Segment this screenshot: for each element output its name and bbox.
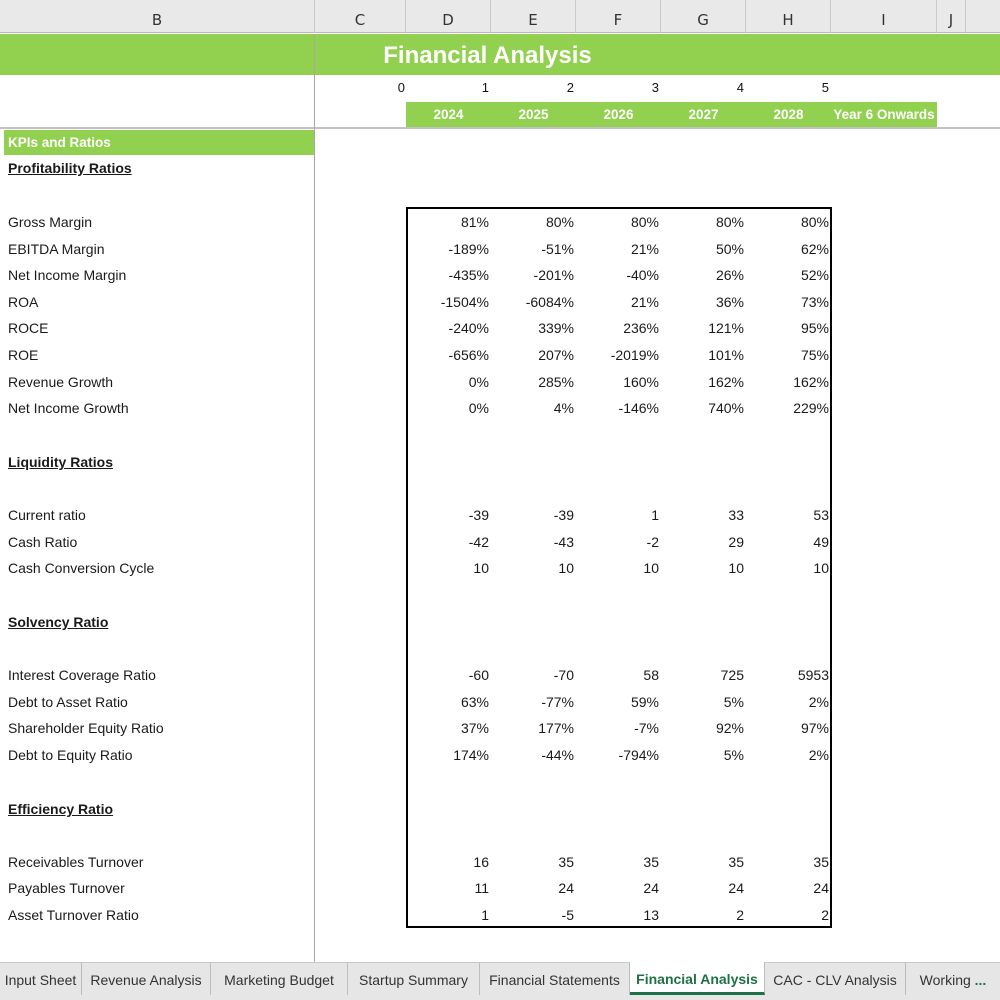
value-cell[interactable]: -6084%	[525, 294, 574, 310]
value-cell[interactable]: 35	[643, 854, 659, 870]
value-cell[interactable]: 80%	[800, 214, 829, 230]
value-cell[interactable]: 97%	[800, 720, 829, 736]
value-cell[interactable]: 63%	[460, 694, 489, 710]
value-cell[interactable]: 10	[473, 560, 489, 576]
value-cell[interactable]: 174%	[453, 747, 489, 763]
more-tabs-ellipsis[interactable]: ...	[974, 972, 987, 988]
value-cell[interactable]: 4%	[553, 400, 574, 416]
column-header-c[interactable]: C	[315, 0, 406, 33]
value-cell[interactable]: 75%	[800, 347, 829, 363]
sheet-tab-input-sheet[interactable]: Input Sheet	[0, 963, 82, 995]
period-index-2: 2	[566, 80, 574, 95]
column-header-h[interactable]: H	[746, 0, 831, 33]
value-cell[interactable]: 5953	[797, 667, 829, 683]
value-cell[interactable]: 2	[736, 907, 744, 923]
value-cell[interactable]: 207%	[538, 347, 574, 363]
value-cell[interactable]: 725	[720, 667, 744, 683]
sheet-tab-financial-analysis[interactable]: Financial Analysis	[630, 962, 765, 995]
value-cell[interactable]: 2%	[808, 694, 829, 710]
row-label: Shareholder Equity Ratio	[8, 720, 164, 736]
value-cell[interactable]: -39	[468, 507, 489, 523]
value-cell[interactable]: 36%	[715, 294, 744, 310]
value-cell[interactable]: 26%	[715, 267, 744, 283]
row-label: Revenue Growth	[8, 374, 114, 390]
value-cell[interactable]: -77%	[541, 694, 574, 710]
value-cell[interactable]: 29	[728, 534, 744, 550]
row-label: ROA	[8, 294, 39, 310]
sheet-tab-startup-summary[interactable]: Startup Summary	[348, 963, 480, 995]
row-label: Debt to Asset Ratio	[8, 694, 128, 710]
value-cell[interactable]: -70	[553, 667, 574, 683]
value-cell[interactable]: 53	[813, 507, 829, 523]
value-cell[interactable]: 10	[643, 560, 659, 576]
value-cell[interactable]: 0%	[468, 400, 489, 416]
value-cell[interactable]: 10	[558, 560, 574, 576]
value-cell[interactable]: -2	[646, 534, 659, 550]
sheet-tab-bar	[0, 962, 1000, 1000]
row-label: Cash Ratio	[8, 534, 78, 550]
value-cell[interactable]: -201%	[533, 267, 574, 283]
value-cell[interactable]: 0%	[468, 374, 489, 390]
column-header-j[interactable]: J	[937, 0, 966, 33]
column-header-f[interactable]: F	[576, 0, 661, 33]
value-cell[interactable]: 229%	[793, 400, 829, 416]
row-label: Interest Coverage Ratio	[8, 667, 156, 683]
section-profitability: Profitability Ratios	[8, 160, 132, 176]
section-solvency: Solvency Ratio	[8, 614, 109, 630]
value-cell[interactable]: 1	[481, 907, 489, 923]
row-label: ROE	[8, 347, 39, 363]
value-cell[interactable]: 24	[728, 880, 744, 896]
year-header-row	[406, 102, 937, 127]
value-cell[interactable]: -656%	[448, 347, 489, 363]
value-cell[interactable]: -5	[561, 907, 574, 923]
column-header-i[interactable]: I	[831, 0, 937, 33]
value-cell[interactable]: -2019%	[610, 347, 659, 363]
value-cell[interactable]: 58	[643, 667, 659, 683]
value-cell[interactable]: 80%	[715, 214, 744, 230]
value-cell[interactable]: 13	[643, 907, 659, 923]
row-label: Receivables Turnover	[8, 854, 144, 870]
value-cell[interactable]: 160%	[623, 374, 659, 390]
value-cell[interactable]: 10	[728, 560, 744, 576]
value-cell[interactable]: -189%	[448, 241, 489, 257]
value-cell[interactable]: 95%	[800, 320, 829, 336]
column-headers	[0, 0, 1000, 33]
title-band	[0, 34, 1000, 75]
row-label: Debt to Equity Ratio	[8, 747, 133, 763]
value-cell[interactable]: 2	[821, 907, 829, 923]
page-title: Financial Analysis	[383, 42, 592, 69]
value-cell[interactable]: 101%	[708, 347, 744, 363]
value-cell[interactable]: 339%	[538, 320, 574, 336]
value-cell[interactable]: -7%	[634, 720, 659, 736]
value-cell[interactable]: 37%	[460, 720, 489, 736]
year-header: 2024	[433, 107, 464, 122]
value-cell[interactable]: -42	[468, 534, 489, 550]
year-header: Year 6 Onwards	[833, 107, 935, 122]
value-cell[interactable]: 1	[651, 507, 659, 523]
row-label: Gross Margin	[8, 214, 93, 230]
value-cell[interactable]: 285%	[538, 374, 574, 390]
column-divider	[314, 75, 315, 127]
value-cell[interactable]: 10	[813, 560, 829, 576]
value-cell[interactable]: -240%	[448, 320, 489, 336]
header-divider	[0, 127, 1000, 129]
value-cell[interactable]: 52%	[800, 267, 829, 283]
value-cell[interactable]: -60	[468, 667, 489, 683]
value-cell[interactable]: 35	[558, 854, 574, 870]
sheet-tab-cac-clv-analysis[interactable]: CAC - CLV Analysis	[765, 963, 906, 995]
row-label: Cash Conversion Cycle	[8, 560, 155, 576]
column-header-b[interactable]: B	[0, 0, 315, 33]
value-cell[interactable]: -39	[553, 507, 574, 523]
row-label: ROCE	[8, 320, 49, 336]
value-cell[interactable]: 80%	[545, 214, 574, 230]
row-label: Asset Turnover Ratio	[8, 907, 139, 923]
row-label: Net Income Margin	[8, 267, 127, 283]
value-cell[interactable]: 24	[813, 880, 829, 896]
value-cell[interactable]: 35	[813, 854, 829, 870]
kpi-header: KPIs and Ratios	[4, 130, 314, 155]
period-index-3: 3	[651, 80, 659, 95]
section-liquidity: Liquidity Ratios	[8, 454, 113, 470]
value-cell[interactable]: 121%	[708, 320, 744, 336]
value-cell[interactable]: 5%	[723, 694, 744, 710]
year-header: 2028	[773, 107, 804, 122]
value-cell[interactable]: 177%	[538, 720, 574, 736]
value-cell[interactable]: 49	[813, 534, 829, 550]
column-header-g[interactable]: G	[661, 0, 746, 33]
year-header: 2025	[518, 107, 549, 122]
sheet-tab-revenue-analysis[interactable]: Revenue Analysis	[82, 963, 211, 995]
sheet-tab-working-label: Working	[919, 972, 971, 988]
year-header: 2026	[603, 107, 634, 122]
row-label: Payables Turnover	[8, 880, 125, 896]
value-cell[interactable]: 24	[558, 880, 574, 896]
value-cell[interactable]: 80%	[630, 214, 659, 230]
sheet-tab-financial-statements[interactable]: Financial Statements	[480, 963, 630, 995]
value-cell[interactable]: 236%	[623, 320, 659, 336]
value-cell[interactable]: 73%	[800, 294, 829, 310]
value-cell[interactable]: 162%	[793, 374, 829, 390]
sheet-tab-working[interactable]	[906, 963, 1000, 995]
value-cell[interactable]: 62%	[800, 241, 829, 257]
sheet-tab-marketing-budget[interactable]: Marketing Budget	[211, 963, 348, 995]
period-index-1: 1	[481, 80, 489, 95]
value-cell[interactable]: -1504%	[440, 294, 489, 310]
row-label: EBITDA Margin	[8, 241, 105, 257]
section-efficiency: Efficiency Ratio	[8, 801, 114, 817]
value-cell[interactable]: -44%	[541, 747, 574, 763]
row-label: Net Income Growth	[8, 400, 129, 416]
value-cell[interactable]: 5%	[723, 747, 744, 763]
value-cell[interactable]: 24	[643, 880, 659, 896]
value-cell[interactable]: 21%	[630, 294, 659, 310]
value-cell[interactable]: -146%	[618, 400, 659, 416]
value-cell[interactable]: -794%	[618, 747, 659, 763]
value-cell[interactable]: -43	[553, 534, 574, 550]
row-label: Current ratio	[8, 507, 86, 523]
period-index-0: 0	[397, 80, 405, 95]
value-cell[interactable]: 92%	[715, 720, 744, 736]
value-cell[interactable]: 35	[728, 854, 744, 870]
value-cell[interactable]: 162%	[708, 374, 744, 390]
value-cell[interactable]: -435%	[448, 267, 489, 283]
period-index-4: 4	[736, 80, 744, 95]
value-cell[interactable]: 16	[473, 854, 489, 870]
value-cell[interactable]: 33	[728, 507, 744, 523]
column-header-d[interactable]: D	[406, 0, 491, 33]
period-index-5: 5	[821, 80, 829, 95]
value-cell[interactable]: 11	[474, 880, 489, 896]
year-header: 2027	[688, 107, 719, 122]
value-cell[interactable]: 2%	[808, 747, 829, 763]
column-divider	[314, 127, 315, 962]
value-cell[interactable]: -40%	[626, 267, 659, 283]
value-cell[interactable]: -51%	[541, 241, 574, 257]
column-header-e[interactable]: E	[491, 0, 576, 33]
value-cell[interactable]: 59%	[630, 694, 659, 710]
value-cell[interactable]: 21%	[630, 241, 659, 257]
value-cell[interactable]: 50%	[715, 241, 744, 257]
value-cell[interactable]: 81%	[460, 214, 489, 230]
value-cell[interactable]: 740%	[708, 400, 744, 416]
